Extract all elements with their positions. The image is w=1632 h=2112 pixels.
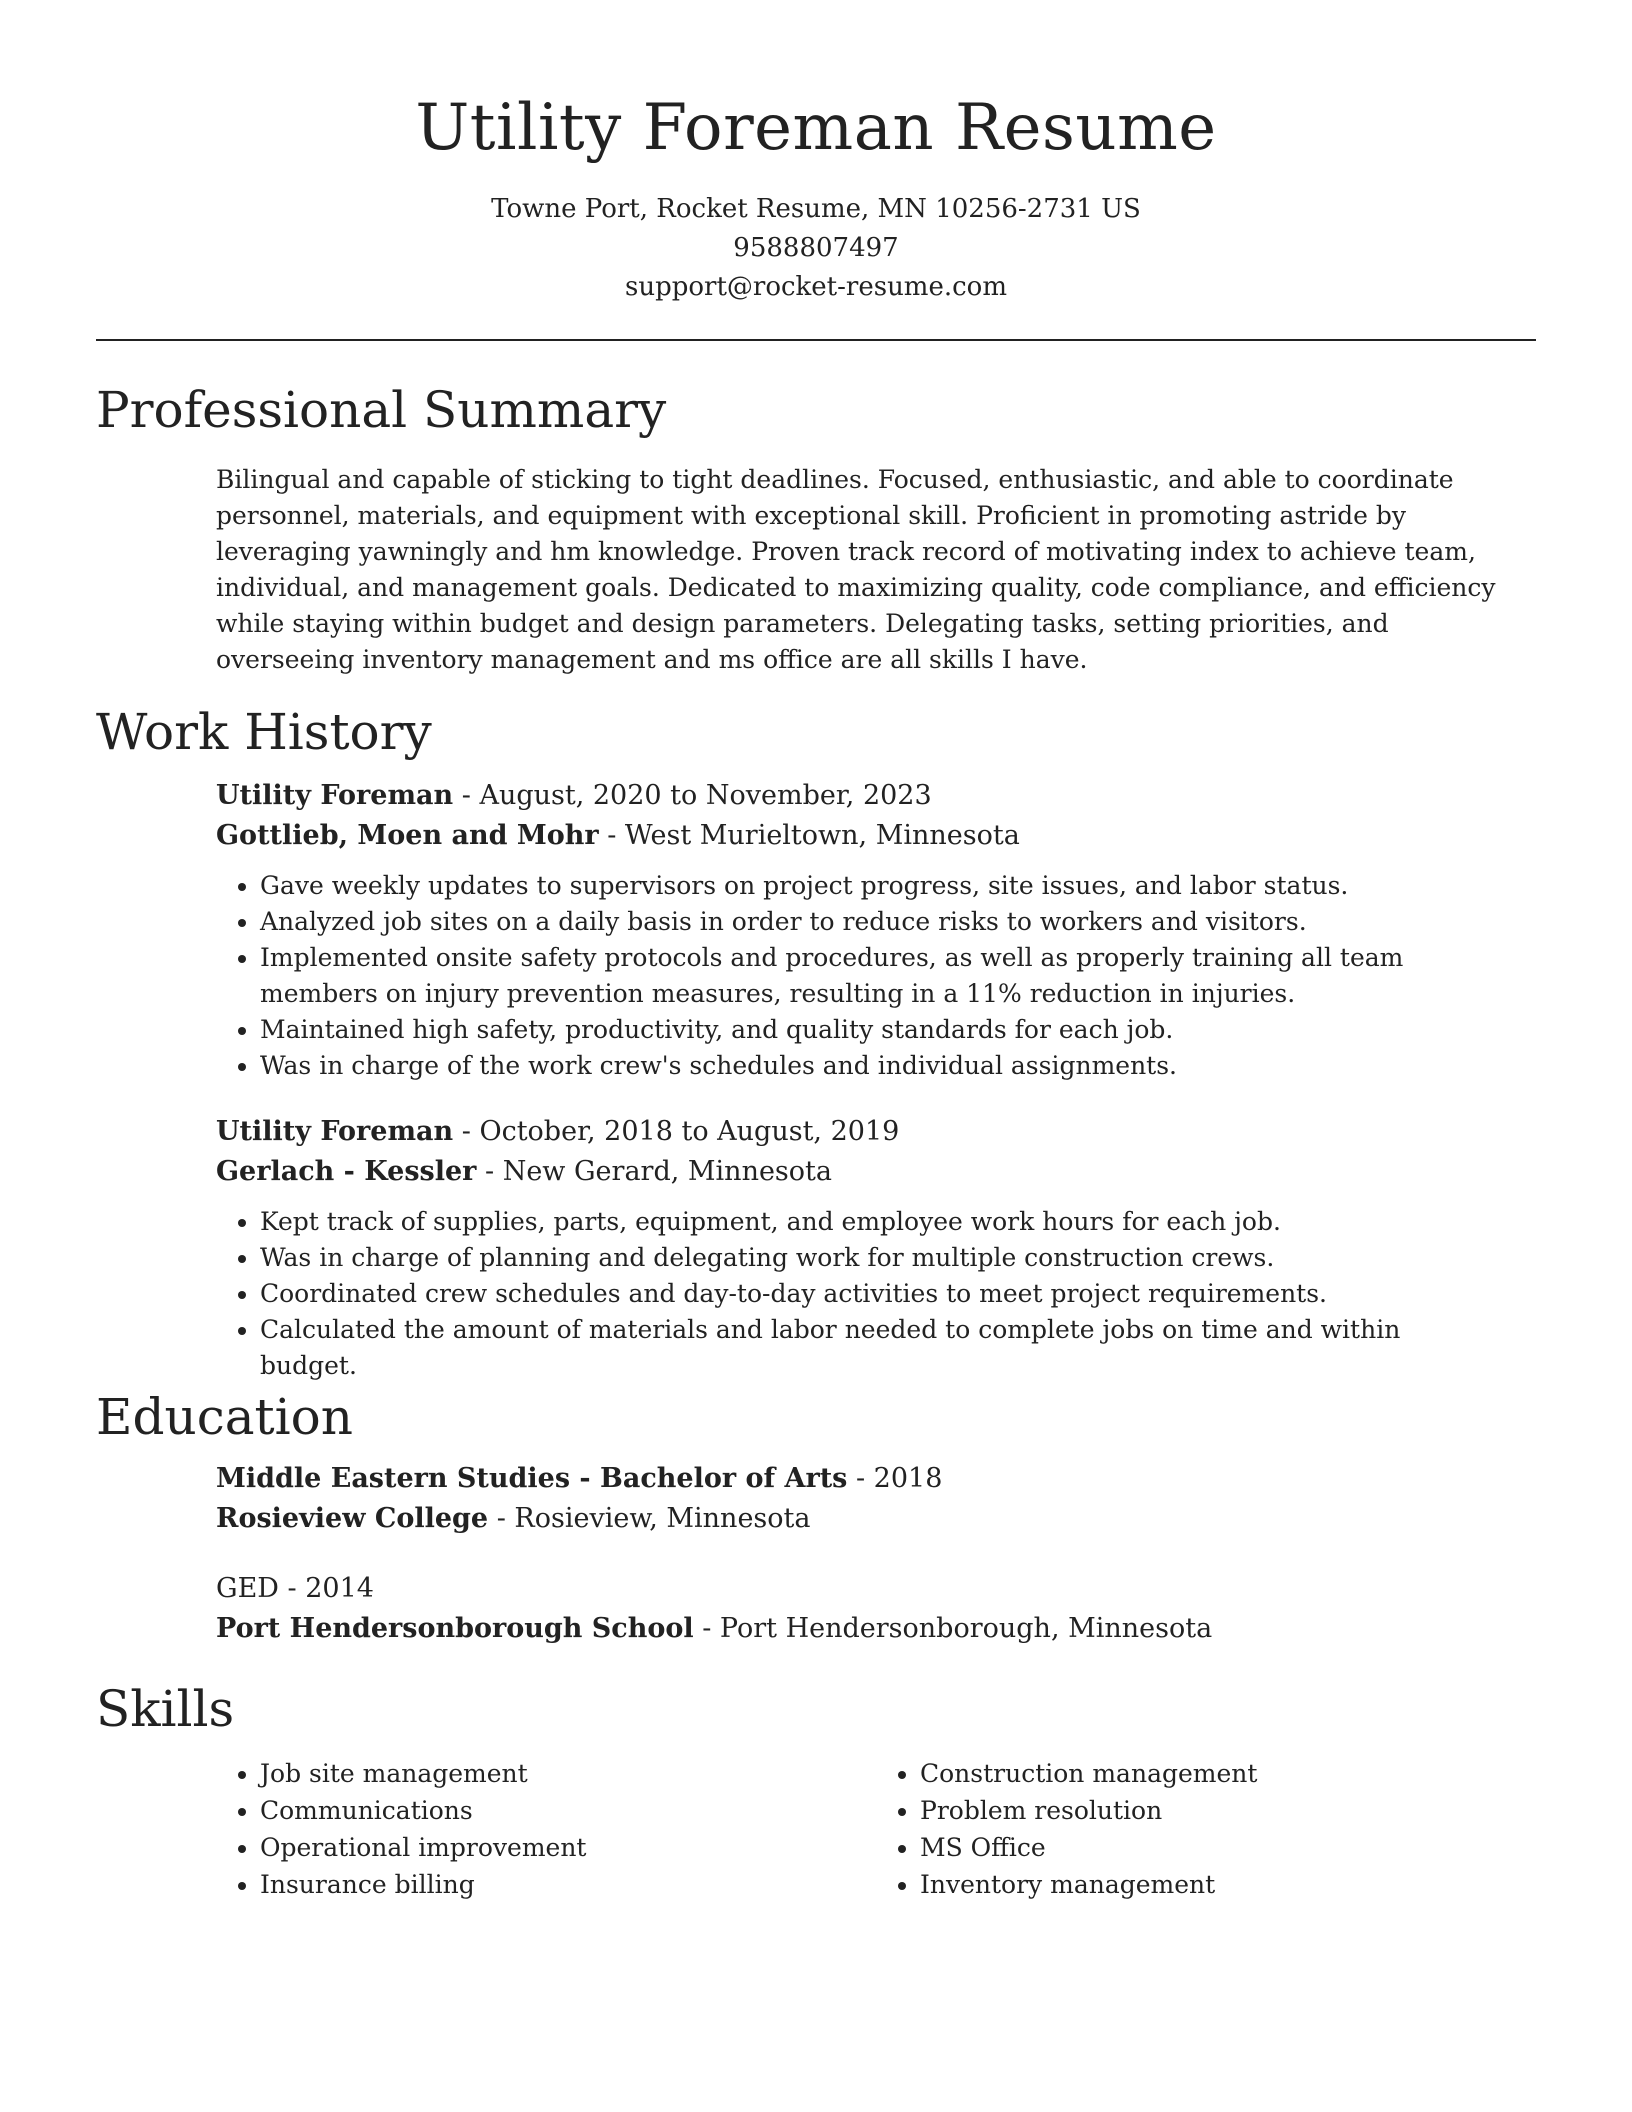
education-school: Port Hendersonborough School [216, 1613, 694, 1644]
contact-email: support@rocket-resume.com [624, 272, 1007, 302]
job-company: Gerlach - Kessler [216, 1156, 477, 1187]
contact-block [96, 190, 1536, 307]
job-entry [216, 1112, 1536, 1384]
job-title-line [216, 776, 1536, 816]
job-location: - New Gerard, Minnesota [476, 1156, 832, 1187]
contact-phone: 9588807497 [733, 233, 899, 263]
job-bullet: • Was in charge of the work crew's schedules and individual assignments. [260, 1048, 1500, 1084]
job-dates: - October, 2018 to August, 2019 [453, 1116, 900, 1147]
education-degree-line [216, 1569, 1536, 1609]
education-year: - 2018 [847, 1463, 943, 1494]
education-entry [216, 1569, 1536, 1649]
education-school-line [216, 1499, 1536, 1539]
resume-page [96, 0, 1536, 1899]
education-section [96, 1385, 1536, 1649]
job-role: Utility Foreman [216, 1116, 454, 1147]
job-dates: - August, 2020 to November, 2023 [453, 780, 932, 811]
resume-header [96, 0, 1536, 341]
job-bullet: • Analyzed job sites on a daily basis in order to reduce risks to workers and visitors. [260, 904, 1500, 940]
job-company-line [216, 816, 1536, 856]
job-bullet: • Gave weekly updates to supervisors on project progress, site issues, and labor status. [260, 868, 1500, 904]
skills-column-left [216, 1755, 876, 1903]
job-company: Gottlieb, Moen and Mohr [216, 820, 599, 851]
skills-grid [216, 1755, 1536, 1903]
contact-address: Towne Port, Rocket Resume, MN 10256-2731 US [491, 194, 1141, 224]
job-bullet: • Was in charge of planning and delegating work for multiple construction crews. [260, 1240, 1500, 1276]
education-location: - Port Hendersonborough, Minnesota [693, 1613, 1213, 1644]
education-location: - Rosieview, Minnesota [488, 1503, 811, 1534]
job-bullets [216, 868, 1536, 1084]
skill-item: • Operational improvement [260, 1829, 876, 1866]
skill-item: • Communications [260, 1792, 876, 1829]
job-title-line [216, 1112, 1536, 1152]
job-entry [216, 776, 1536, 1084]
job-bullet: • Maintained high safety, productivity, and quality standards for each job. [260, 1012, 1500, 1048]
summary-text: Bilingual and capable of sticking to tight deadlines. Focused, enthusiastic, and able to coordinate personnel, materials, and equipment with exceptional skill. Proficient in promoting astride by leveraging yawningly and hm knowledge. Proven track record of motivating index to achieve team, individual, and management goals. Dedicated to maximizing quality, code compliance, and efficiency while staying within budget and design parameters. Delegating tasks, setting priorities, and overseeing inventory management and ms office are all skills I have. [216, 465, 1496, 674]
skill-item: • Insurance billing [260, 1866, 876, 1903]
education-degree: GED [216, 1573, 279, 1604]
skills-heading: Skills [96, 1680, 235, 1738]
education-entry [216, 1459, 1536, 1539]
education-heading: Education [96, 1388, 353, 1446]
resume-title: Utility Foreman Resume [415, 91, 1217, 165]
work-history-heading: Work History [96, 703, 432, 761]
skill-item: • Construction management [920, 1755, 1536, 1792]
job-bullets [216, 1204, 1536, 1384]
job-bullet: • Implemented onsite safety protocols and procedures, as well as properly training all team members on injury prevention measures, resulting in a 11% reduction in injuries. [260, 940, 1500, 1012]
skills-column-right [876, 1755, 1536, 1903]
skills-section [96, 1677, 1536, 1903]
summary-heading: Professional Summary [96, 381, 667, 439]
job-company-line [216, 1152, 1536, 1192]
education-school: Rosieview College [216, 1503, 489, 1534]
job-bullet: • Coordinated crew schedules and day-to-day activities to meet project requirements. [260, 1276, 1500, 1312]
education-school-line [216, 1609, 1536, 1649]
job-bullet: • Calculated the amount of materials and labor needed to complete jobs on time and within budget. [260, 1312, 1500, 1384]
work-history-section [96, 700, 1536, 1384]
skill-item: • Inventory management [920, 1866, 1536, 1903]
education-degree-line [216, 1459, 1536, 1499]
header-divider [96, 339, 1536, 341]
education-year: - 2014 [278, 1573, 374, 1604]
summary-section [96, 378, 1536, 678]
skill-item: • Problem resolution [920, 1792, 1536, 1829]
education-degree: Middle Eastern Studies - Bachelor of Arts [216, 1463, 848, 1494]
job-bullet: • Kept track of supplies, parts, equipment, and employee work hours for each job. [260, 1204, 1500, 1240]
skill-item: • Job site management [260, 1755, 876, 1792]
job-location: - West Murieltown, Minnesota [598, 820, 1020, 851]
job-role: Utility Foreman [216, 780, 454, 811]
skill-item: • MS Office [920, 1829, 1536, 1866]
